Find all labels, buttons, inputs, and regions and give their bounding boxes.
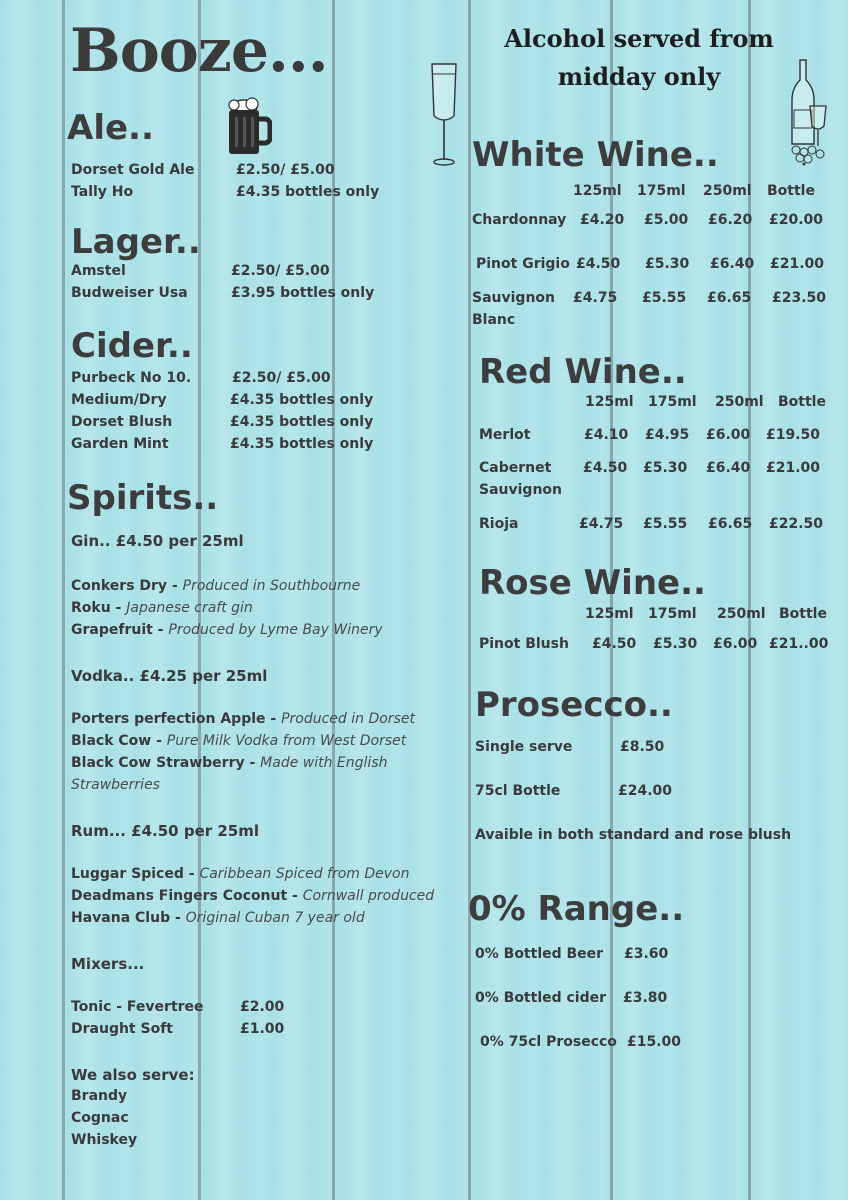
spirit-item: Porters perfection Apple - Produced in Dorset <box>71 711 415 727</box>
wine-price: £21..00 <box>769 636 829 652</box>
plank-seam <box>332 0 335 1200</box>
zero-item-name: 0% Bottled cider <box>475 990 607 1006</box>
menu-item-name: Purbeck No 10. <box>71 370 192 386</box>
zero-item-price: £15.00 <box>627 1034 682 1050</box>
wine-price: £6.00 <box>713 636 758 652</box>
section-heading-lager: Lager.. <box>71 222 201 262</box>
zero-item-name: 0% Bottled Beer <box>475 946 604 962</box>
wine-price: £4.50 <box>592 636 637 652</box>
section-heading-cider: Cider.. <box>71 326 193 366</box>
mixer-name: Tonic - Fevertree <box>71 999 204 1015</box>
wine-name: Chardonnay <box>472 212 567 228</box>
spirit-item: Black Cow Strawberry - Made with English <box>71 755 388 771</box>
plank-seam <box>748 0 751 1200</box>
section-heading-white-wine: White Wine.. <box>472 135 719 175</box>
col-header: 125ml <box>573 183 622 199</box>
page-title: Booze... <box>70 16 328 86</box>
vodka-header: Vodka.. £4.25 per 25ml <box>71 667 268 685</box>
zero-item-price: £3.80 <box>623 990 668 1006</box>
wine-name: Cabernet <box>479 460 552 476</box>
menu-item-price: £4.35 bottles only <box>230 414 374 430</box>
col-header: Bottle <box>767 183 815 199</box>
menu-item-price: £3.95 bottles only <box>231 285 375 301</box>
zero-item-name: 0% 75cl Prosecco <box>480 1034 617 1050</box>
spirit-item: Luggar Spiced - Caribbean Spiced from Devon <box>71 866 410 882</box>
gin-header: Gin.. £4.50 per 25ml <box>71 532 244 550</box>
prosecco-name: 75cl Bottle <box>475 783 561 799</box>
spirit-item-wrap: Strawberries <box>71 777 160 793</box>
wine-name: Pinot Blush <box>479 636 569 652</box>
col-header: Bottle <box>778 394 826 410</box>
wine-name: Merlot <box>479 427 531 443</box>
menu-item-price: £2.50/ £5.00 <box>231 263 330 279</box>
section-heading-rose-wine: Rose Wine.. <box>479 563 706 603</box>
col-header: 175ml <box>648 394 697 410</box>
wine-name: Sauvignon <box>472 290 555 306</box>
prosecco-price: £8.50 <box>620 739 665 755</box>
wine-price: £4.75 <box>579 516 624 532</box>
prosecco-note: Avaible in both standard and rose blush <box>475 827 792 843</box>
rum-header: Rum... £4.50 per 25ml <box>71 822 260 840</box>
menu-item-name: Dorset Blush <box>71 414 173 430</box>
wine-name-line2: Sauvignon <box>479 482 562 498</box>
serving-notice <box>474 20 804 96</box>
wine-price: £5.55 <box>643 516 688 532</box>
mixers-header: Mixers... <box>71 955 145 973</box>
mixer-price: £2.00 <box>240 999 285 1015</box>
also-serve-header: We also serve: <box>71 1066 195 1084</box>
plank-seam <box>62 0 65 1200</box>
prosecco-price: £24.00 <box>618 783 673 799</box>
wine-price: £5.30 <box>653 636 698 652</box>
wine-price: £4.75 <box>573 290 618 306</box>
prosecco-name: Single serve <box>475 739 573 755</box>
section-heading-spirits: Spirits.. <box>67 478 219 518</box>
wine-price: £20.00 <box>769 212 824 228</box>
menu-item-name: Amstel <box>71 263 126 279</box>
wine-price: £23.50 <box>772 290 827 306</box>
menu-item-price: £4.35 bottles only <box>230 392 374 408</box>
wine-price: £5.30 <box>643 460 688 476</box>
also-serve-item: Brandy <box>71 1088 128 1104</box>
wine-price: £21.00 <box>770 256 825 272</box>
spirit-item: Black Cow - Pure Milk Vodka from West Dorset <box>71 733 407 749</box>
section-heading-red-wine: Red Wine.. <box>479 352 687 392</box>
spirit-item: Deadmans Fingers Coconut - Cornwall produced <box>71 888 435 904</box>
spirit-item: Conkers Dry - Produced in Southbourne <box>71 578 361 594</box>
wine-name: Pinot Grigio <box>476 256 570 272</box>
wine-price: £5.55 <box>642 290 687 306</box>
wine-price: £6.65 <box>708 516 753 532</box>
wine-price: £4.50 <box>583 460 628 476</box>
col-header: 250ml <box>715 394 764 410</box>
menu-item-name: Tally Ho <box>71 184 134 200</box>
col-header: 175ml <box>648 606 697 622</box>
wine-price: £6.00 <box>706 427 751 443</box>
wine-name-line2: Blanc <box>472 312 516 328</box>
spirit-item: Havana Club - Original Cuban 7 year old <box>71 910 365 926</box>
col-header: Bottle <box>779 606 827 622</box>
menu-item-price: £2.50/ £5.00 <box>236 162 335 178</box>
wine-price: £4.10 <box>584 427 629 443</box>
champagne-glass-icon <box>428 60 460 168</box>
col-header: 125ml <box>585 606 634 622</box>
menu-item-price: £4.35 bottles only <box>236 184 380 200</box>
spirit-item: Grapefruit - Produced by Lyme Bay Winery <box>71 622 383 638</box>
also-serve-item: Whiskey <box>71 1132 138 1148</box>
col-header: 175ml <box>637 183 686 199</box>
wine-price: £6.65 <box>707 290 752 306</box>
wine-price: £4.95 <box>645 427 690 443</box>
menu-item-price: £2.50/ £5.00 <box>232 370 331 386</box>
wine-price: £4.50 <box>576 256 621 272</box>
wine-price: £22.50 <box>769 516 824 532</box>
menu-item-name: Garden Mint <box>71 436 169 452</box>
zero-item-price: £3.60 <box>624 946 669 962</box>
wine-bottle-glass-icon <box>782 58 832 166</box>
wine-price: £6.20 <box>708 212 753 228</box>
section-heading-zero: 0% Range.. <box>468 889 685 929</box>
menu-item-name: Medium/Dry <box>71 392 167 408</box>
col-header: 250ml <box>703 183 752 199</box>
wine-price: £19.50 <box>766 427 821 443</box>
menu-item-name: Budweiser Usa <box>71 285 188 301</box>
mixer-name: Draught Soft <box>71 1021 173 1037</box>
col-header: 250ml <box>717 606 766 622</box>
beer-mug-icon <box>224 97 272 157</box>
notice-line-2: midday only <box>557 62 721 91</box>
mixer-price: £1.00 <box>240 1021 285 1037</box>
notice-line-1: Alcohol served from <box>504 24 774 53</box>
menu-item-name: Dorset Gold Ale <box>71 162 195 178</box>
spirit-item: Roku - Japanese craft gin <box>71 600 253 616</box>
menu-item-price: £4.35 bottles only <box>230 436 374 452</box>
col-header: 125ml <box>585 394 634 410</box>
section-heading-prosecco: Prosecco.. <box>475 685 673 725</box>
wine-price: £6.40 <box>706 460 751 476</box>
plank-seam <box>468 0 471 1200</box>
also-serve-item: Cognac <box>71 1110 129 1126</box>
wine-price: £4.20 <box>580 212 625 228</box>
section-heading-ale: Ale.. <box>67 108 154 148</box>
wine-price: £21.00 <box>766 460 821 476</box>
wine-price: £5.30 <box>645 256 690 272</box>
wine-price: £5.00 <box>644 212 689 228</box>
wine-name: Rioja <box>479 516 519 532</box>
wine-price: £6.40 <box>710 256 755 272</box>
